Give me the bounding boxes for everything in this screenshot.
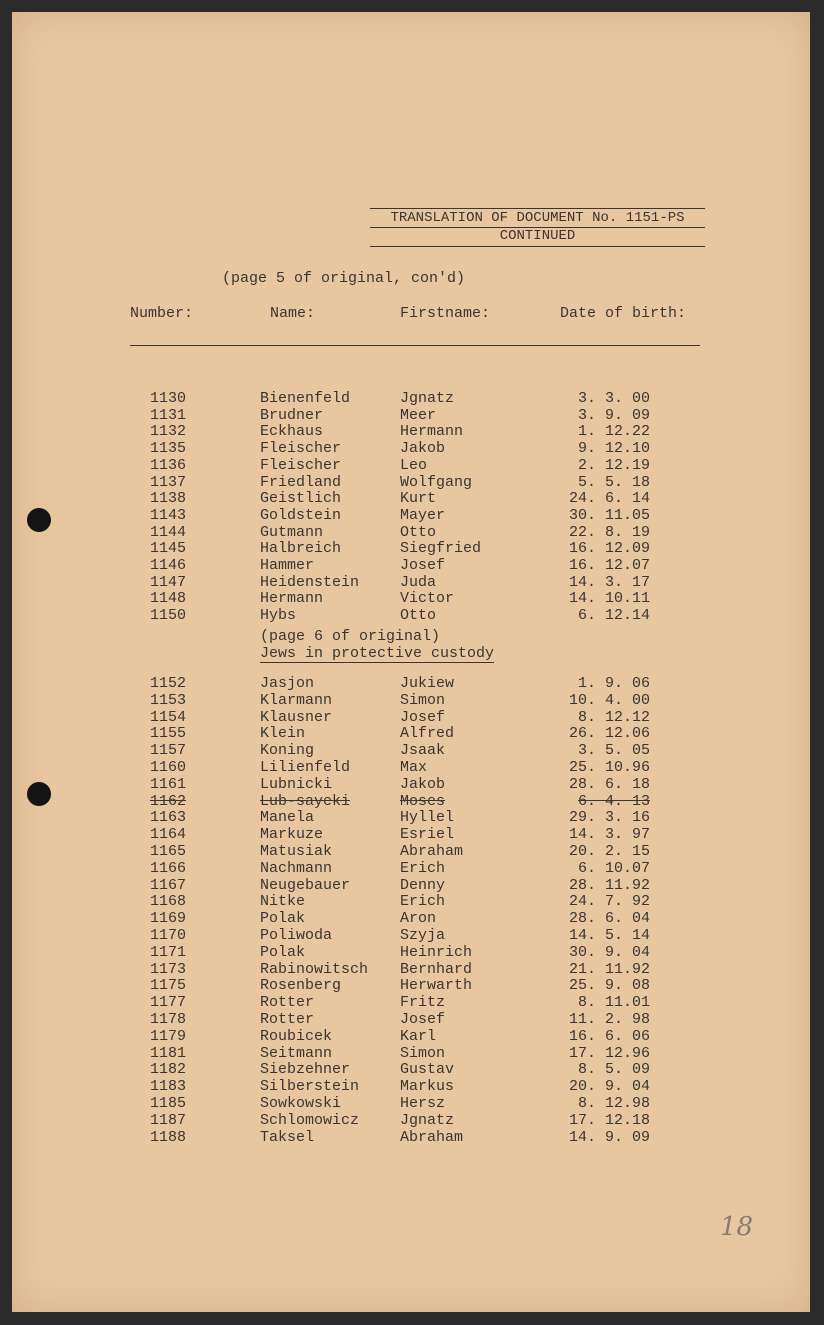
row-name: Brudner (260, 406, 324, 424)
row-dob: 22. 8. 19 (568, 523, 650, 541)
table-row (0, 961, 824, 978)
row-number: 1183 (150, 1078, 187, 1096)
row-number: 1178 (150, 1011, 187, 1028)
row-name: Halbreich (260, 540, 342, 558)
row-number: 1143 (150, 506, 187, 524)
table-row (0, 490, 824, 507)
row-number: 1152 (150, 675, 187, 692)
table-row (0, 1078, 824, 1095)
row-firstname: Aron (400, 910, 437, 928)
row-name: Eckhaus (260, 423, 324, 441)
table-row (0, 692, 824, 709)
row-dob: 8. 12.98 (577, 1095, 650, 1112)
row-name: Klein (260, 725, 306, 743)
row-name: Rosenberg (260, 977, 342, 995)
row-firstname: Erich (400, 859, 446, 877)
row-number: 1164 (150, 826, 187, 844)
row-firstname: Abraham (400, 843, 464, 860)
row-firstname: Heinrich (400, 943, 473, 961)
row-firstname: Hersz (400, 1095, 446, 1112)
table-row (0, 927, 824, 944)
table-row (0, 893, 824, 910)
row-firstname: Victor (400, 590, 455, 608)
row-dob: 1. 9. 06 (577, 675, 650, 692)
row-firstname: Otto (400, 607, 437, 625)
row-number: 1169 (150, 910, 187, 928)
table-row (0, 1112, 824, 1129)
table-row (0, 809, 824, 826)
row-number: 1168 (150, 893, 187, 911)
row-firstname: Mayer (400, 506, 446, 524)
row-number: 1147 (150, 573, 187, 591)
row-name: Rotter (260, 1011, 315, 1028)
row-name: Sowkowski (260, 1095, 342, 1112)
row-dob: 30. 9. 04 (568, 943, 650, 961)
row-firstname: Jakob (400, 440, 446, 458)
row-number: 1146 (150, 557, 187, 574)
row-dob: 20. 9. 04 (568, 1078, 650, 1096)
row-name: Matusiak (260, 843, 333, 860)
handwritten-page-number: 18 (720, 1212, 754, 1242)
row-dob: 28. 11.92 (568, 876, 650, 894)
row-dob: 17. 12.96 (568, 1044, 650, 1062)
row-firstname: Josef (400, 557, 446, 574)
table-row (0, 440, 824, 457)
row-firstname: Hermann (400, 423, 464, 441)
row-dob: 14. 3. 17 (568, 573, 650, 591)
section-note-page: (page 6 of original) (260, 628, 441, 645)
row-name: Gutmann (260, 523, 324, 541)
row-dob: 10. 4. 00 (568, 691, 650, 709)
row-firstname: Josef (400, 1011, 446, 1028)
table-row (0, 557, 824, 574)
row-number: 1187 (150, 1111, 187, 1129)
row-firstname: Szyja (400, 927, 446, 944)
row-firstname: Markus (400, 1078, 455, 1096)
row-name: Nachmann (260, 859, 333, 877)
row-number: 1148 (150, 590, 187, 608)
row-firstname: Fritz (400, 994, 446, 1012)
row-name: Bienenfeld (260, 390, 351, 407)
row-dob: 25. 9. 08 (568, 977, 650, 995)
row-number: 1162 (150, 792, 187, 810)
row-number: 1135 (150, 440, 187, 458)
row-firstname: Abraham (400, 1128, 464, 1146)
row-number: 1179 (150, 1027, 187, 1045)
table-row (0, 407, 824, 424)
row-number: 1182 (150, 1061, 187, 1079)
row-name: Roubicek (260, 1027, 333, 1045)
row-firstname: Moses (400, 792, 446, 810)
row-number: 1132 (150, 423, 187, 441)
row-number: 1144 (150, 523, 187, 541)
row-firstname: Bernhard (400, 960, 473, 978)
table-row (0, 1011, 824, 1028)
row-name: Lubnicki (260, 775, 333, 793)
row-name: Rabinowitsch (260, 960, 369, 978)
table-row (0, 1045, 824, 1062)
table-row (0, 1095, 824, 1112)
row-name: Friedland (260, 473, 342, 491)
row-firstname: Jukiew (400, 675, 455, 692)
row-firstname: Simon (400, 691, 446, 709)
row-dob: 24. 6. 14 (568, 490, 650, 508)
row-firstname: Jsaak (400, 742, 446, 760)
table-row (0, 860, 824, 877)
row-dob: 16. 12.09 (568, 540, 650, 558)
table-row (0, 457, 824, 474)
row-name: Lilienfeld (260, 759, 351, 776)
row-dob: 11. 2. 98 (568, 1011, 650, 1028)
row-name: Polak (260, 943, 306, 961)
table-row (0, 759, 824, 776)
table-row (0, 423, 824, 440)
row-dob: 14. 10.11 (568, 590, 650, 608)
header-title: TRANSLATION OF DOCUMENT No. 1151-PS (370, 208, 705, 228)
row-number: 1175 (150, 977, 187, 995)
table-row (0, 524, 824, 541)
header-rule (130, 345, 700, 346)
row-dob: 17. 12.18 (568, 1111, 650, 1129)
row-firstname: Esriel (400, 826, 455, 844)
table-row (0, 725, 824, 742)
row-firstname: Max (400, 759, 428, 776)
row-dob: 14. 3. 97 (568, 826, 650, 844)
table-row (0, 709, 824, 726)
row-dob: 2. 12.19 (577, 456, 650, 474)
row-number: 1138 (150, 490, 187, 508)
row-firstname: Alfred (400, 725, 455, 743)
row-firstname: Josef (400, 708, 446, 726)
row-number: 1177 (150, 994, 187, 1012)
row-firstname: Juda (400, 573, 437, 591)
table-row (0, 540, 824, 557)
row-name: Klausner (260, 708, 333, 726)
row-firstname: Jgnatz (400, 390, 455, 407)
row-firstname: Erich (400, 893, 446, 911)
row-dob: 14. 5. 14 (568, 927, 650, 944)
row-name: Hermann (260, 590, 324, 608)
row-number: 1150 (150, 607, 187, 625)
column-header-dob: Date of birth: (560, 305, 687, 322)
row-firstname: Denny (400, 876, 446, 894)
row-dob: 24. 7. 92 (568, 893, 650, 911)
row-firstname: Wolfgang (400, 473, 473, 491)
row-dob: 28. 6. 04 (568, 910, 650, 928)
table-row (0, 675, 824, 692)
document-header (370, 208, 705, 247)
row-number: 1145 (150, 540, 187, 558)
column-header-number: Number: (130, 305, 194, 322)
row-name: Taksel (260, 1128, 315, 1146)
row-firstname: Herwarth (400, 977, 473, 995)
row-dob: 20. 2. 15 (568, 843, 650, 860)
table-row (0, 977, 824, 994)
row-name: Schlomowicz (260, 1111, 360, 1129)
row-dob: 26. 12.06 (568, 725, 650, 743)
row-dob: 21. 11.92 (568, 960, 650, 978)
table-row (0, 742, 824, 759)
row-dob: 6. 12.14 (577, 607, 650, 625)
table-row (0, 590, 824, 607)
row-firstname: Jgnatz (400, 1111, 455, 1129)
section-note (260, 628, 494, 662)
row-number: 1167 (150, 876, 187, 894)
row-firstname: Siegfried (400, 540, 482, 558)
row-dob: 29. 3. 16 (568, 809, 650, 827)
row-name: Polak (260, 910, 306, 928)
row-dob: 6. 10.07 (577, 859, 650, 877)
header-subtitle: CONTINUED (370, 228, 705, 247)
table-row (0, 776, 824, 793)
row-dob: 5. 5. 18 (577, 473, 650, 491)
row-name: Jasjon (260, 675, 315, 692)
row-name: Hybs (260, 607, 297, 625)
row-name: Markuze (260, 826, 324, 844)
table-row (0, 910, 824, 927)
row-dob: 8. 5. 09 (577, 1061, 650, 1079)
row-number: 1160 (150, 759, 187, 776)
row-number: 1170 (150, 927, 187, 944)
table-row (0, 507, 824, 524)
table-row (0, 877, 824, 894)
row-firstname: Simon (400, 1044, 446, 1062)
column-header-name: Name: (270, 305, 316, 322)
row-dob: 1. 12.22 (577, 423, 650, 441)
row-number: 1136 (150, 456, 187, 474)
row-name: Koning (260, 742, 315, 760)
row-number: 1165 (150, 843, 187, 860)
row-name: Hammer (260, 557, 315, 574)
row-dob: 8. 11.01 (577, 994, 650, 1012)
row-firstname: Gustav (400, 1061, 455, 1079)
section-note-title: Jews in protective custody (260, 645, 495, 662)
row-name: Rotter (260, 994, 315, 1012)
row-dob: 8. 12.12 (577, 708, 650, 726)
row-dob: 3. 9. 09 (577, 406, 650, 424)
row-name: Klarmann (260, 691, 333, 709)
row-number: 1173 (150, 960, 187, 978)
row-firstname: Otto (400, 523, 437, 541)
row-number: 1154 (150, 708, 187, 726)
row-name: Goldstein (260, 506, 342, 524)
row-dob: 30. 11.05 (568, 506, 650, 524)
row-name: Lub-sayeki (260, 792, 351, 810)
row-name: Nitke (260, 893, 306, 911)
row-name: Siebzehner (260, 1061, 351, 1079)
row-dob: 9. 12.10 (577, 440, 650, 458)
row-number: 1161 (150, 775, 187, 793)
row-firstname: Leo (400, 456, 428, 474)
table-row (0, 607, 824, 624)
row-dob: 25. 10.96 (568, 759, 650, 776)
row-name: Poliwoda (260, 927, 333, 944)
table-row (0, 793, 824, 810)
row-firstname: Hyllel (400, 809, 455, 827)
row-number: 1153 (150, 691, 187, 709)
row-number: 1188 (150, 1128, 187, 1146)
row-number: 1185 (150, 1095, 187, 1112)
row-dob: 28. 6. 18 (568, 775, 650, 793)
row-name: Neugebauer (260, 876, 351, 894)
row-name: Fleischer (260, 456, 342, 474)
row-firstname: Meer (400, 406, 437, 424)
table-row (0, 826, 824, 843)
row-number: 1155 (150, 725, 187, 743)
row-name: Fleischer (260, 440, 342, 458)
row-name: Manela (260, 809, 315, 827)
table-row (0, 390, 824, 407)
row-number: 1163 (150, 809, 187, 827)
row-name: Silberstein (260, 1078, 360, 1096)
row-number: 1166 (150, 859, 187, 877)
row-dob: 6. 4. 13 (577, 792, 650, 810)
row-name: Seitmann (260, 1044, 333, 1062)
row-firstname: Kurt (400, 490, 437, 508)
row-firstname: Karl (400, 1027, 437, 1045)
column-header-firstname: Firstname: (400, 305, 491, 322)
row-dob: 3. 3. 00 (577, 390, 650, 407)
row-dob: 14. 9. 09 (568, 1128, 650, 1146)
table-row (0, 474, 824, 491)
table-row (0, 1129, 824, 1146)
row-number: 1137 (150, 473, 187, 491)
table-row (0, 944, 824, 961)
table-row (0, 574, 824, 591)
page-note: (page 5 of original, con'd) (222, 270, 466, 287)
row-number: 1181 (150, 1044, 187, 1062)
row-dob: 16. 6. 06 (568, 1027, 650, 1045)
row-dob: 3. 5. 05 (577, 742, 650, 760)
row-number: 1131 (150, 406, 187, 424)
table-row (0, 1028, 824, 1045)
table-row (0, 994, 824, 1011)
table-row (0, 843, 824, 860)
row-firstname: Jakob (400, 775, 446, 793)
row-number: 1171 (150, 943, 187, 961)
row-dob: 16. 12.07 (568, 557, 650, 574)
row-number: 1157 (150, 742, 187, 760)
table-row (0, 1061, 824, 1078)
row-number: 1130 (150, 390, 187, 407)
row-name: Geistlich (260, 490, 342, 508)
row-name: Heidenstein (260, 573, 360, 591)
